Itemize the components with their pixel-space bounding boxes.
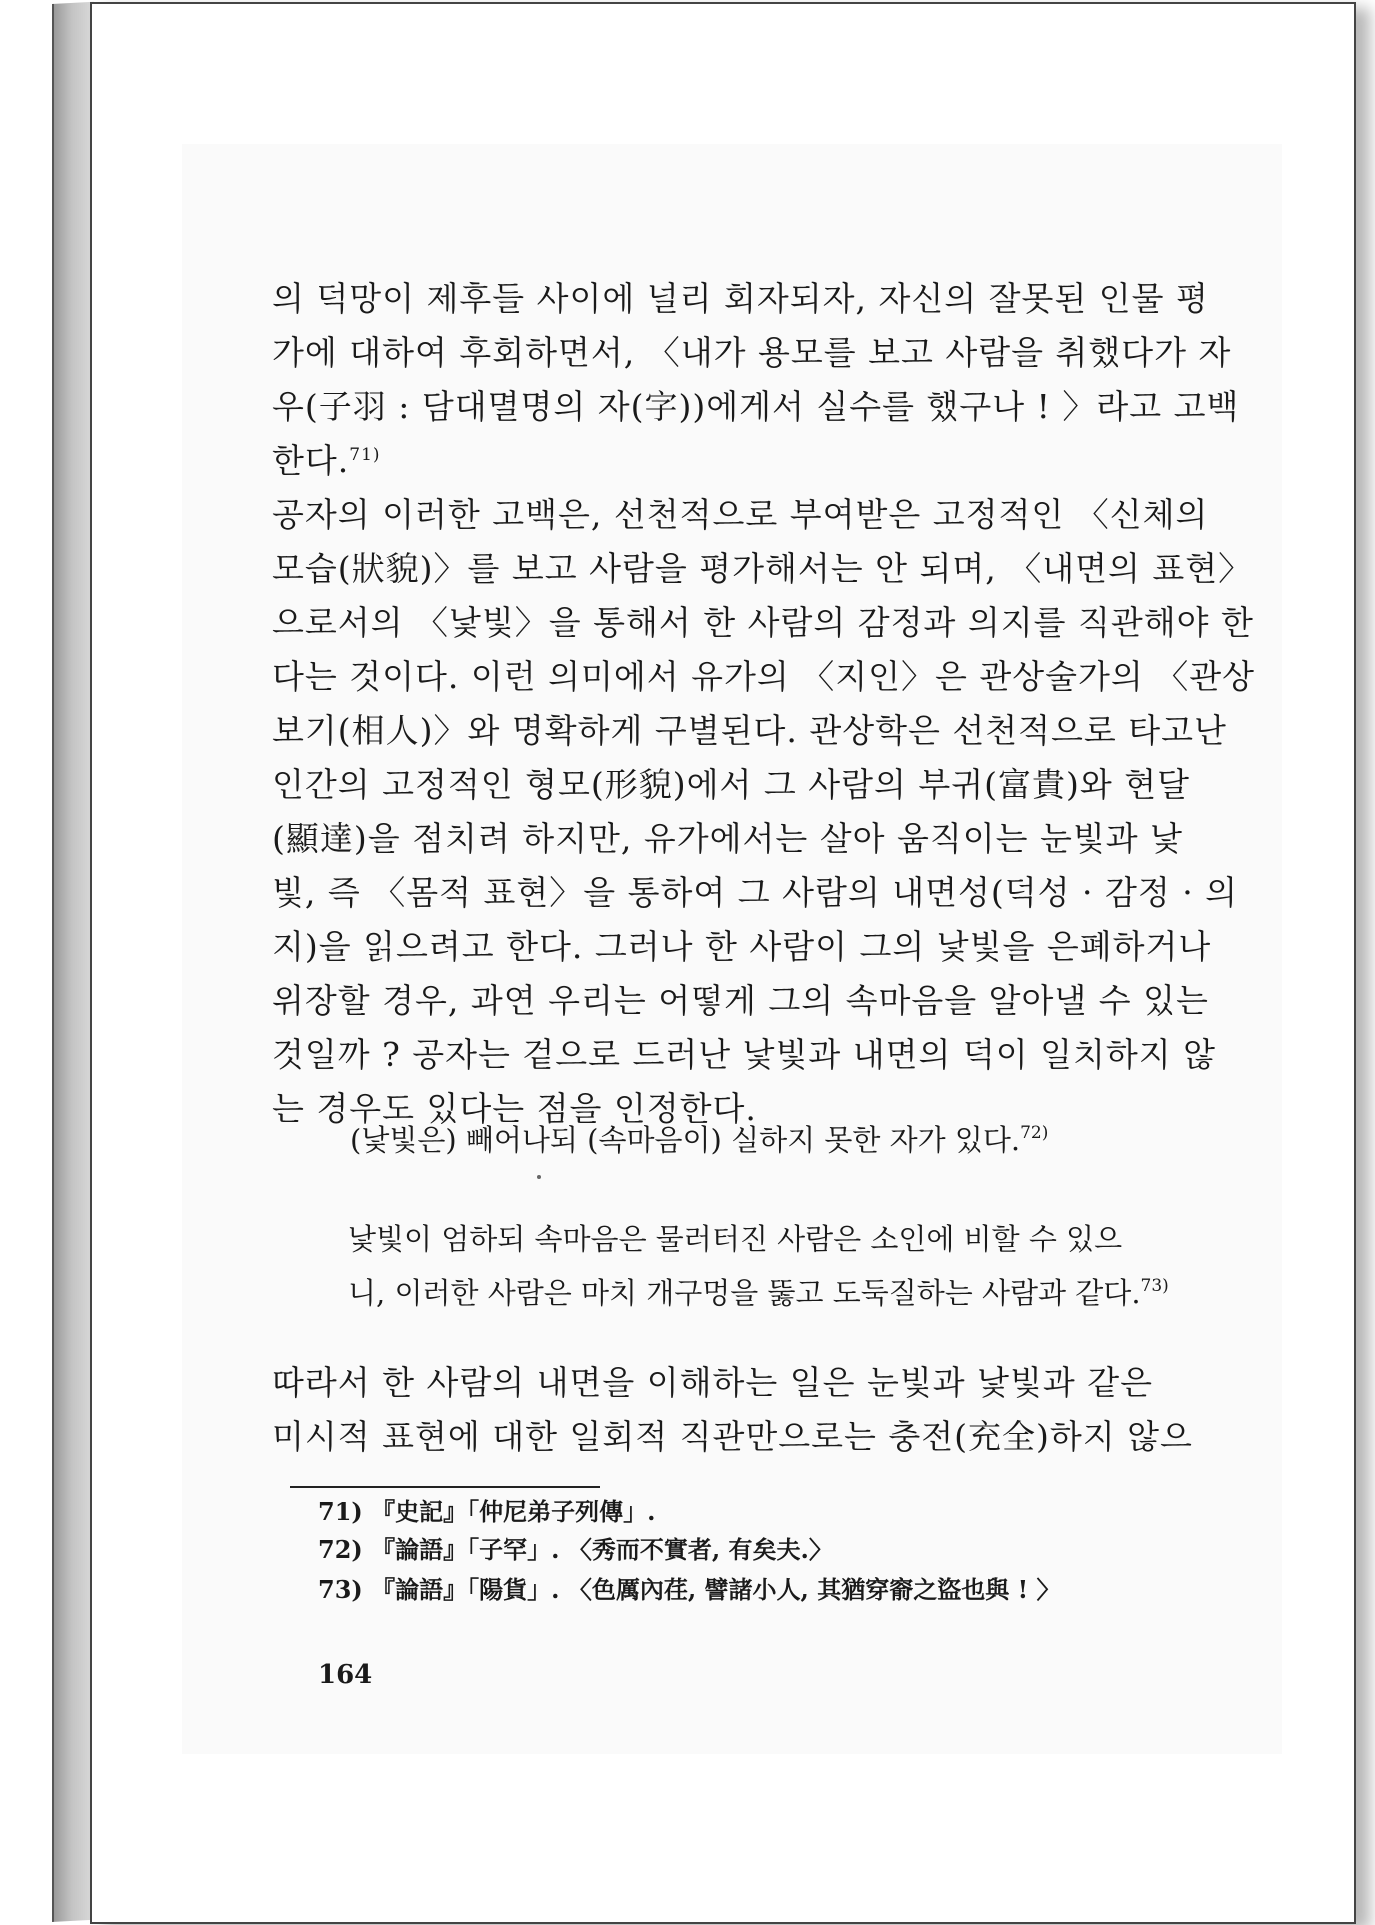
text-line: 는 경우도 있다는 점을 인정한다.	[272, 1089, 757, 1128]
text-line: (顯達)을 점치려 하지만, 유가에서는 살아 움직이는 눈빛과 낯	[272, 819, 1183, 858]
text-line: 인간의 고정적인 형모(形貌)에서 그 사람의 부귀(富貴)와 현달	[272, 765, 1190, 804]
text-line: 보기(相人)〉와 명확하게 구별된다. 관상학은 선천적으로 타고난	[272, 711, 1227, 750]
footnote-ref: 72)	[1020, 1123, 1049, 1143]
text-line: 으로서의 〈낯빛〉을 통해서 한 사람의 감정과 의지를 직관해야 한	[272, 603, 1254, 642]
text-line: 다는 것이다. 이런 의미에서 유가의 〈지인〉은 관상술가의 〈관상	[272, 657, 1255, 696]
quote-line	[348, 1266, 1169, 1320]
footnote-ref: 71)	[349, 445, 381, 465]
block-quote-1	[350, 1116, 1048, 1164]
text-line: 미시적 표현에 대한 일회적 직관만으로는 충전(充全)하지 않으	[272, 1417, 1193, 1456]
text-line: 지)을 읽으려고 한다. 그러나 한 사람이 그의 낯빛을 은폐하거나	[272, 927, 1212, 966]
text-line: 우(子羽 : 담대멸명의 자(字))에게서 실수를 했구나 ! 〉라고 고백	[272, 387, 1240, 426]
footnote-rule	[290, 1486, 600, 1488]
footnote-ref: 73)	[1140, 1276, 1169, 1296]
text-line	[272, 434, 1239, 488]
quote-line-content: 니, 이러한 사람은 마치 개구멍을 뚫고 도둑질하는 사람과 같다.	[348, 1276, 1141, 1310]
block-quote-2	[348, 1212, 1169, 1320]
body-text-block-2	[272, 488, 1255, 1190]
text-line: 의 덕망이 제후들 사이에 널리 회자되자, 자신의 잘못된 인물 평	[272, 279, 1209, 318]
text-line: 가에 대하여 후회하면서, 〈내가 용모를 보고 사람을 취했다가 자	[272, 333, 1232, 372]
footnote-73: 73) 『論語』「陽貨」. 〈色厲內荏, 譬諸小人, 其猶穿窬之盜也與 ! 〉	[318, 1575, 1061, 1604]
text-line-content: 한다.	[272, 441, 350, 480]
book-spine	[52, 2, 94, 1922]
text-line: 공자의 이러한 고백은, 선천적으로 부여받은 고정적인 〈신체의	[272, 495, 1209, 534]
text-line: 따라서 한 사람의 내면을 이해하는 일은 눈빛과 낯빛과 같은	[272, 1363, 1153, 1402]
quote-text: (낯빛은) 빼어나되 (속마음이) 실하지 못한 자가 있다.	[350, 1123, 1021, 1157]
text-line: 것일까 ? 공자는 겉으로 드러난 낯빛과 내면의 덕이 일치하지 않	[272, 1035, 1217, 1074]
speck	[537, 1175, 541, 1179]
text-line: 빛, 즉 〈몸적 표현〉을 통하여 그 사람의 내면성(덕성 · 감정 · 의	[272, 873, 1239, 912]
body-text-block-3	[272, 1356, 1193, 1464]
footnote-71: 71) 『史記』「仲尼弟子列傳」.	[318, 1497, 656, 1526]
body-text-block-1	[272, 272, 1239, 488]
text-line: 모습(狀貌)〉를 보고 사람을 평가해서는 안 되며, 〈내면의 표현〉	[272, 549, 1253, 588]
text-line: 위장할 경우, 과연 우리는 어떻게 그의 속마음을 알아낼 수 있는	[272, 981, 1209, 1020]
page-number: 164	[318, 1660, 373, 1690]
footnote-72: 72) 『論語』「子罕」. 〈秀而不實者, 有矣夫.〉	[318, 1535, 833, 1564]
quote-line: 낯빛이 엄하되 속마음은 물러터진 사람은 소인에 비할 수 있으	[348, 1222, 1123, 1256]
